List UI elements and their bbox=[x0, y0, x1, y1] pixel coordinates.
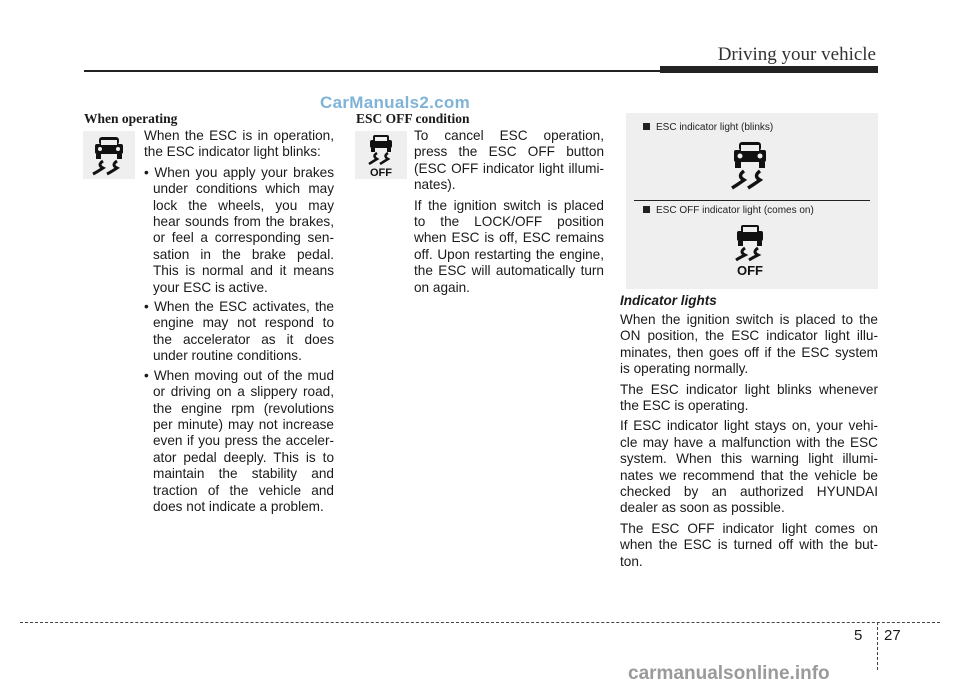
watermark-bottom: carmanualsonline.info bbox=[628, 663, 830, 684]
header-rule bbox=[84, 70, 660, 72]
bullet-square-icon bbox=[643, 206, 650, 213]
header-rule-thick bbox=[660, 66, 878, 73]
col1-intro: When the ESC is in operation, the ESC indicator light blinks: bbox=[144, 128, 334, 160]
esc-skid-icon bbox=[83, 131, 135, 179]
panel-caption-blinks bbox=[643, 122, 773, 133]
col1-bullet: • When you apply your brakes under conditions which may lock the wheels, you may hear sounds from the brakes, or feel a corresponding sen-sation in the brake pedal. This is normal and it means your ESC is active. bbox=[144, 164, 334, 295]
esc-off-icon-label: OFF bbox=[370, 167, 392, 179]
footer-separator bbox=[877, 622, 878, 670]
chapter-number: 5 bbox=[854, 627, 863, 644]
bullet-square-icon bbox=[643, 123, 650, 130]
esc-indicator-blink-icon bbox=[722, 138, 778, 194]
indicator-lights-heading: Indicator lights bbox=[620, 293, 717, 308]
col2-body bbox=[414, 128, 604, 300]
col3-paragraph: The ESC OFF indicator light comes on when the ESC is turned off with the but-ton. bbox=[620, 520, 878, 569]
col1-bullet: • When the ESC activates, the engine may not respond to the accelerator as it does under routine conditions. bbox=[144, 299, 334, 364]
off-label: OFF bbox=[737, 263, 763, 278]
esc-icon-box bbox=[83, 131, 135, 179]
col1-body bbox=[144, 128, 334, 518]
esc-off-indicator-icon bbox=[727, 222, 773, 278]
when-operating-heading: When operating bbox=[84, 111, 178, 126]
watermark-top: CarManuals2.com bbox=[320, 93, 470, 112]
col3-paragraph: If ESC indicator light stays on, your vehi-cle may have a malfunction with the ESC system. When this warning light illumi-nates we recommend that the vehicle be checked by an authorized HYUNDAI dealer as soon as possible. bbox=[620, 418, 878, 516]
panel-caption-text: ESC OFF indicator light (comes on) bbox=[656, 205, 814, 216]
col3-paragraph: When the ignition switch is placed to the ON position, the ESC indicator light illu-minates, then goes off if the ESC system is operating normally. bbox=[620, 312, 878, 377]
panel-caption-comes-on bbox=[643, 205, 814, 216]
footer-rule bbox=[20, 622, 940, 623]
col1-bullet: • When moving out of the mud or driving on a slippery road, the engine rpm (revolutions per minute) may not increase even if you press the acceler-ator pedal deeply. This is to maintain the stability and traction of the vehicle and does not indicate a problem. bbox=[144, 367, 334, 514]
esc-off-icon bbox=[355, 131, 407, 179]
panel-divider bbox=[634, 200, 870, 201]
panel-caption-text: ESC indicator light (blinks) bbox=[656, 122, 774, 133]
section-title: Driving your vehicle bbox=[717, 44, 876, 65]
col3-body bbox=[620, 312, 878, 574]
page-number: 27 bbox=[884, 627, 901, 644]
esc-off-heading: ESC OFF condition bbox=[356, 111, 470, 126]
col3-paragraph: The ESC indicator light blinks whenever the ESC is operating. bbox=[620, 381, 878, 414]
esc-off-icon-box bbox=[355, 131, 407, 179]
col2-paragraph: To cancel ESC operation, press the ESC OFF button (ESC OFF indicator light illumi-nates). bbox=[414, 128, 604, 193]
col2-paragraph: If the ignition switch is placed to the LOCK/OFF position when ESC is off, ESC remains off. Upon restarting the engine, the ESC will automatically turn on again. bbox=[414, 197, 604, 295]
